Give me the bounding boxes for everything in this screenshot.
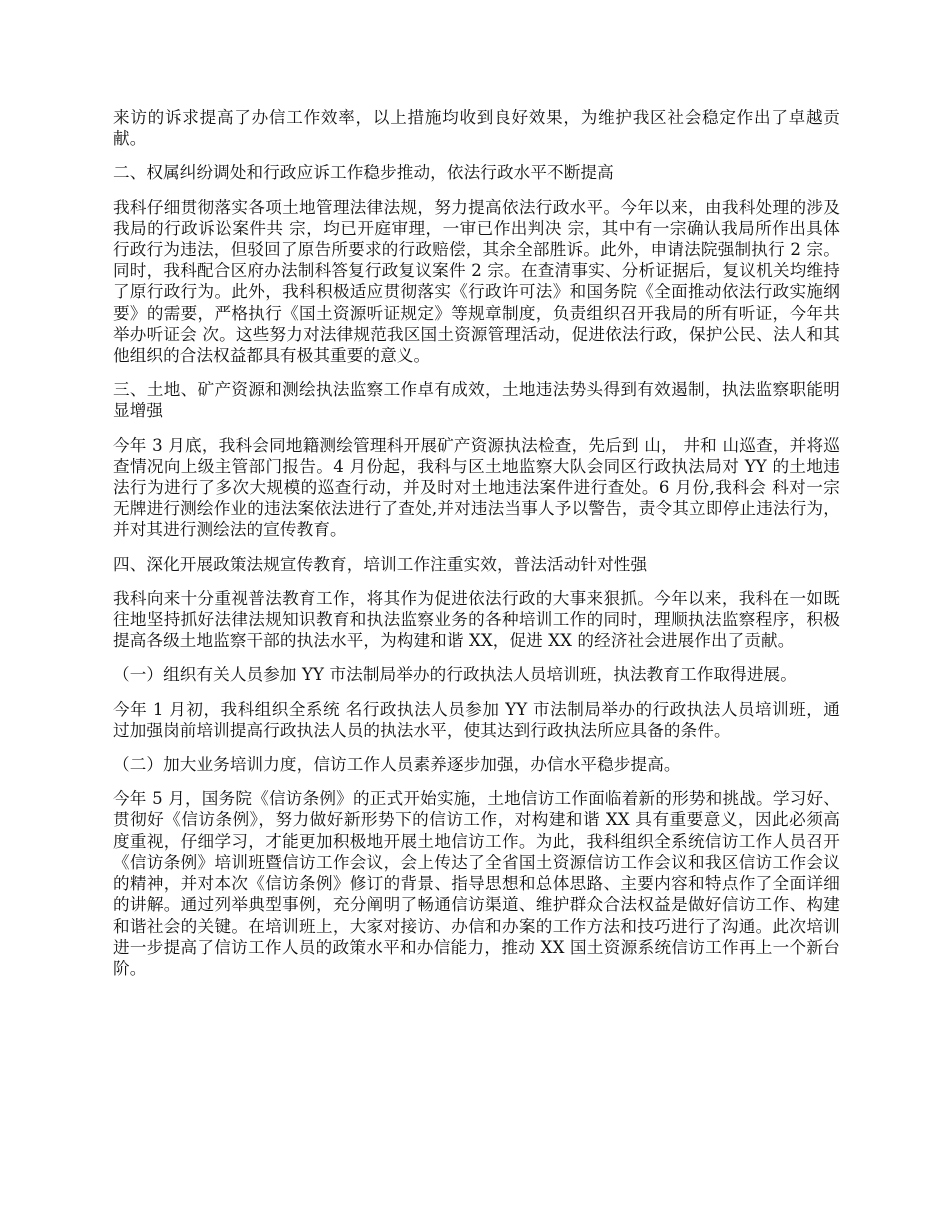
paragraph-closing-previous-section: 来访的诉求提高了办信工作效率，以上措施均收到良好效果，为维护我区社会稳定作出了卓越贡献。	[113, 108, 840, 149]
section-heading-3: 三、土地、矿产资源和测绘执法监察工作卓有成效，土地违法势头得到有效遏制，执法监察职能明显增强	[113, 380, 840, 421]
document-page	[113, 107, 840, 992]
subsection-heading-1: （一）组织有关人员参加 YY 市法制局举办的行政执法人员培训班，执法教育工作取得进展。	[113, 665, 797, 685]
paragraph-legal-education: 我科向来十分重视普法教育工作，将其作为促进依法行政的大事来狠抓。今年以来，我科在一如既往地坚持抓好法律法规知识教育和执法监察业务的各种培训工作的同时，理顺执法监察程序，积极提高各级土地监察干部的执法水平，为构建和谐 XX，促进 XX 的经济社会进展作出了贡献。	[113, 588, 840, 651]
section-heading-4: 四、深化开展政策法规宣传教育，培训工作注重实效，普法活动针对性强	[113, 554, 648, 574]
paragraph-petition-training: 今年 5 月，国务院《信访条例》的正式开始实施，土地信访工作面临着新的形势和挑战。学习好、贯彻好《信访条例》，努力做好新形势下的信访工作，对构建和谐 XX 具有重要意义，因此必须高度重视，仔细学习，才能更加积极地开展土地信访工作。为此，我科组织全系统信访工作人员召开《信访条例》培训班暨信访工作会议，会上传达了全省国土资源信访工作会议和我区信访工作会议的精神，并对本次《信访条例》修订的背景、指导思想和总体思路、主要内容和特点作了全面详细的讲解。通过列举典型事例，充分阐明了畅通信访渠道、维护群众合法权益是做好信访工作、构建和谐社会的关键。在培训班上，大家对接访、办信和办案的工作方法和技巧进行了沟通。此次培训进一步提高了信访工作人员的政策水平和办信能力，推动 XX 国土资源系统信访工作再上一个新台阶。	[113, 789, 840, 978]
paragraph-enforcement-inspection: 今年 3 月底，我科会同地籍测绘管理科开展矿产资源执法检查，先后到 山， 井和 山巡查，并将巡查情况向上级主管部门报告。4 月份起，我科与区土地监察大队会同区行政执法局对 YY 的土地违法行为进行了多次大规模的巡查行动，并及时对土地违法案件进行查处。6 月份,我科会 科对一宗无牌进行测绘作业的违法案依法进行了查处,并对违法当事人予以警告，责令其立即停止违法行为，并对其进行测绘法的宣传教育。	[113, 435, 840, 540]
paragraph-training-class: 今年 1 月初，我科组织全系统 名行政执法人员参加 YY 市法制局举办的行政执法人员培训班，通过加强岗前培训提高行政执法人员的执法水平，使其达到行政执法所应具备的条件。	[113, 699, 840, 740]
subsection-heading-2: （二）加大业务培训力度，信访工作人员素养逐步加强，办信水平稳步提高。	[113, 755, 681, 775]
paragraph-legal-administration: 我科仔细贯彻落实各项土地管理法律法规，努力提高依法行政水平。今年以来，由我科处理的涉及我局的行政诉讼案件共 宗，均已开庭审理，一审已作出判决 宗，其中有一宗确认我局所作出具体行政行为违法，但驳回了原告所要求的行政赔偿，其余全部胜诉。此外，申请法院强制执行 2 宗。同时，我科配合区府办法制科答复行政复议案件 2 宗。在查清事实、分析证据后，复议机关均维持了原行政行为。此外，我科积极适应贯彻落实《行政许可法》和国务院《全面推动依法行政实施纲要》的需要，严格执行《国土资源听证规定》等规章制度，负责组织召开我局的所有听证，今年共举办听证会 次。这些努力对法律规范我区国土资源管理活动，促进依法行政，保护公民、法人和其他组织的合法权益都具有极其重要的意义。	[113, 197, 840, 366]
section-heading-2: 二、权属纠纷调处和行政应诉工作稳步推动，依法行政水平不断提高	[113, 163, 614, 183]
